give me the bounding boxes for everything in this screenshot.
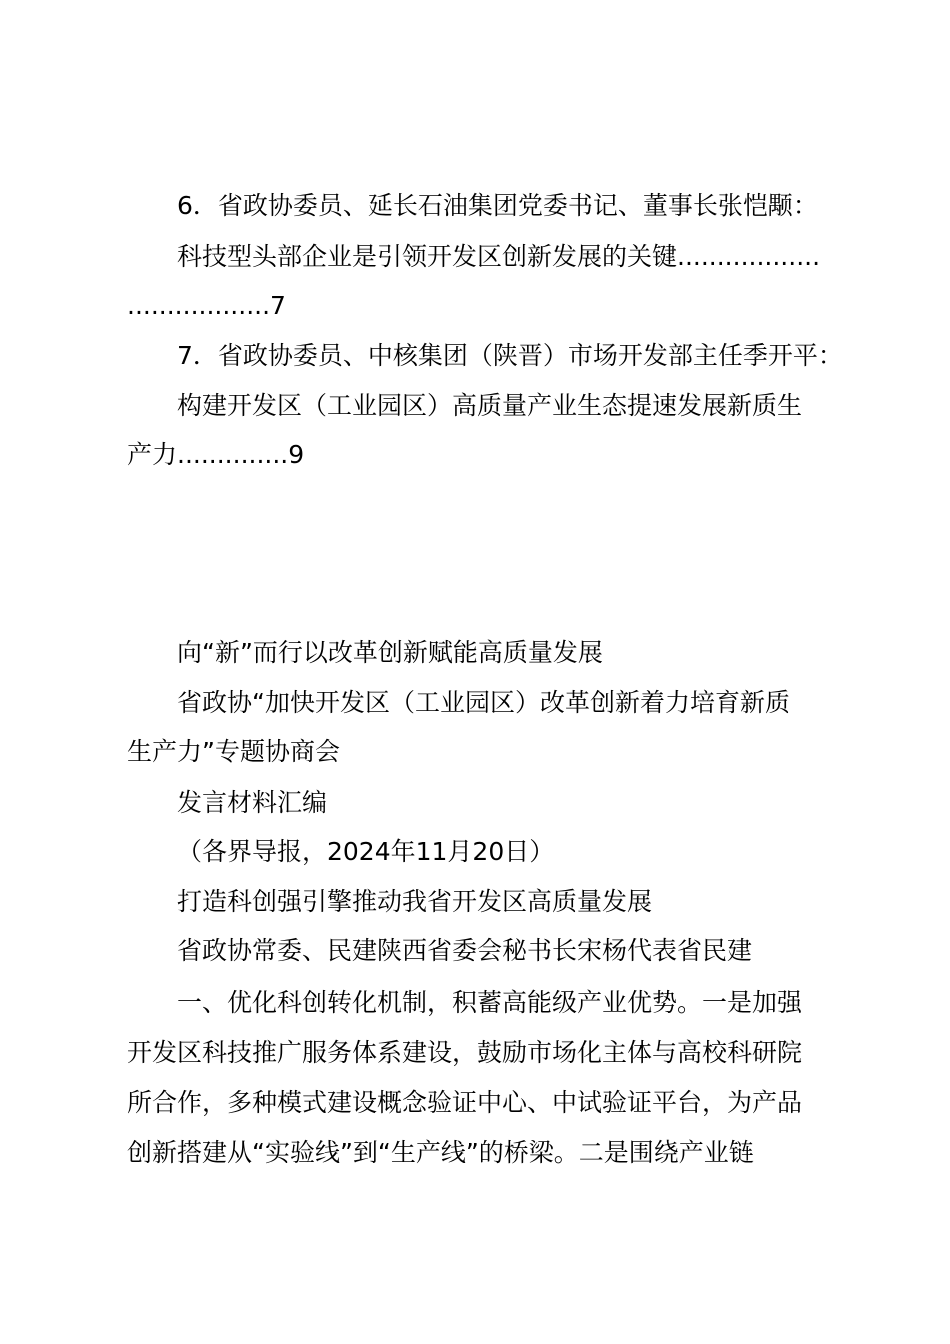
compilation-label: 发言材料汇编	[177, 788, 328, 817]
body-paragraph-line: 一、优化科创转化机制，积蓄高能级产业优势。一是加强	[177, 988, 803, 1017]
speech-title: 打造科创强引擎推动我省开发区高质量发展	[177, 887, 653, 916]
speaker-line: 省政协常委、民建陕西省委会秘书长宋杨代表省民建	[177, 936, 753, 965]
body-paragraph-line: 所合作，多种模式建设概念验证中心、中试验证平台，为产品	[127, 1088, 803, 1117]
toc-item-6-line-1: 6．省政协委员、延长石油集团党委书记、董事长张恺颙：	[177, 191, 818, 220]
document-title: 向“新”而行以改革创新赋能高质量发展	[177, 638, 603, 667]
toc-item-7-line-3: 产力..............9	[127, 440, 305, 469]
body-paragraph-line: 创新搭建从“实验线”到“生产线”的桥梁。二是围绕产业链	[127, 1138, 754, 1167]
body-paragraph-line: 开发区科技推广服务体系建设，鼓励市场化主体与高校科研院	[127, 1038, 803, 1067]
meeting-name-line-1: 省政协“加快开发区（工业园区）改革创新着力培育新质	[177, 688, 790, 717]
meeting-name-line-2: 生产力”专题协商会	[127, 737, 340, 766]
toc-item-6-line-3: ..................7	[127, 291, 286, 320]
source-line: （各界导报，2024年11月20日）	[177, 837, 555, 866]
toc-item-7-line-1: 7．省政协委员、中核集团（陕晋）市场开发部主任季开平：	[177, 341, 843, 370]
toc-item-7-line-2: 构建开发区（工业园区）高质量产业生态提速发展新质生	[177, 391, 803, 420]
toc-item-6-line-2: 科技型头部企业是引领开发区创新发展的关键..................	[177, 242, 821, 271]
